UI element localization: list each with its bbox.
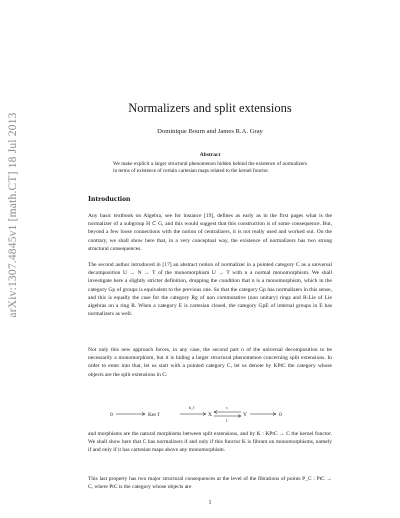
diagram-kernel: Ker f [148,412,160,418]
section-heading-introduction: Introduction [88,194,131,203]
diagram-f-label: f [226,418,228,423]
arxiv-identifier: arXiv:1307.4845v1 [math.CT] 18 Jul 2013 [7,112,19,318]
split-extension-diagram [88,404,332,426]
diagram-zero-right: 0 [279,412,282,418]
abstract-text: We make explicit a larger structural phenomenon hidden behind the existence of normalizers in terms of existence of certain cartesian maps related to the kernel functor. [113,161,307,175]
diagram-x: X [208,412,212,418]
paragraph-3: Not only this new approach forces, in any case, the second part n of the universal decomposition to be necessarily a monomorphism, but it is hiding a larger structural phenomenon concerning split extensions. In order to enter into that, let us start with a pointed category C, let us denote by KPtC the category whose objects are the split extensions in C: [88,347,332,378]
diagram-s-label: s [226,405,228,410]
paragraph-4: and morphisms are the natural morphisms between split extensions, and by K : KPtC → C the kernel functor. We shall show here that C has normalizers if and only if this functor K is fibrant on monomorphisms, namely if and only if it has cartesian maps above any monomorphism. [88,431,332,454]
paper-authors: Dominique Bourn and James R.A. Gray [157,128,263,135]
arxiv-stamp [2,100,24,330]
paragraph-1: Any basic textbook on Algebra, see for instance [19], defines as early as in the first pages what is the normalizer of a subgroup H ⊂ G, and this would suggest that this construction is of some consequence. But, beyond a few loose connections with the notion of centralizers, it is not really used and worked out. On the contrary, we shall show here that, in a very conceptual way, the existence of normalizers has two strong structural consequences. [88,213,332,252]
diagram-y: Y [243,412,247,418]
diagram-zero-left: 0 [110,412,113,418]
abstract-heading: Abstract [199,152,221,158]
paragraph-2: The second author introduced in [17] an abstract notion of normalizer in a pointed category C as a universal decomposition U → N → T of the monomorphism U → T with n a normal monomorphism. We shall investigate here a slightly stricter definition, dropping the condition that n is a monomorphism, which in the category Gp of groups is equivalent to the previous one. So that the category Gp has normalizers in this sense, and this is equally the case for the category Rg of non commutative (non unitary) rings and R-Lie of Lie algebras on a ring R. When a category E is cartesian closed, the category GpE of internal groups in E has normalizers as well. [88,262,332,318]
paper-title: Normalizers and split extensions [128,101,292,115]
diagram-k-label: k_f [189,405,195,410]
paragraph-5: This last property has two major structural consequences at the level of the fibrations of points P_C : PtC → C, where PtC is the category whose objects are [88,476,332,491]
page-number: 1 [208,500,212,506]
